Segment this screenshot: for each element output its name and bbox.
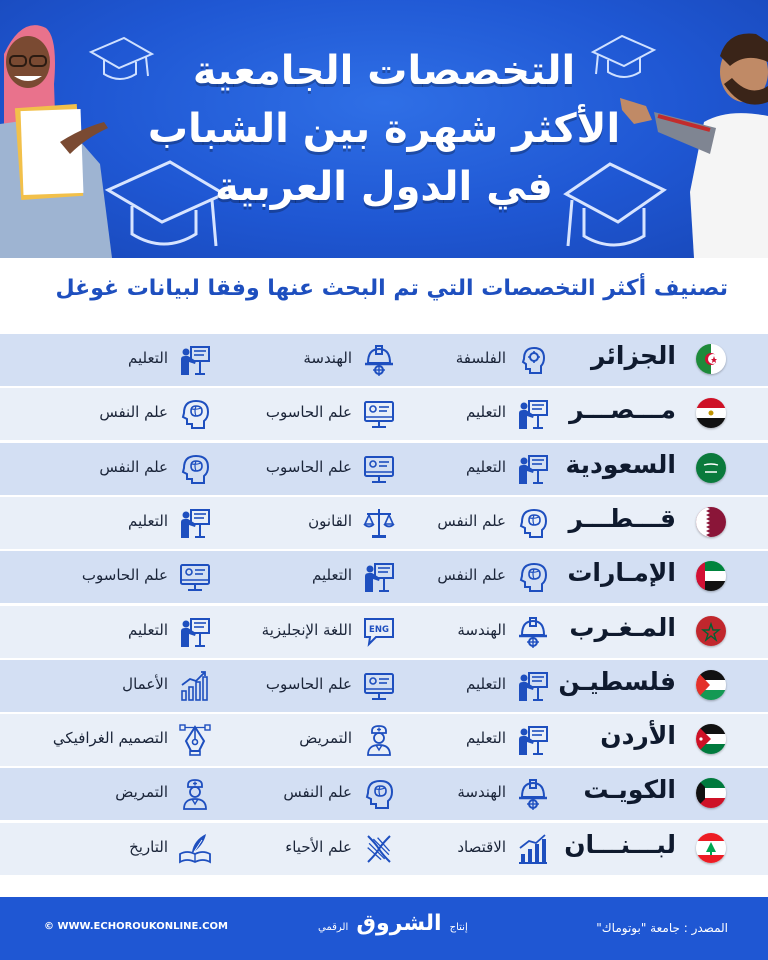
psychology-icon (516, 560, 550, 594)
major-label: الهندسة (457, 620, 506, 639)
computer-icon (362, 669, 396, 703)
major-label: علم النفس (99, 403, 168, 422)
svg-text:ENG: ENG (369, 624, 389, 635)
brand-logo (318, 911, 468, 936)
engineering-icon (516, 777, 550, 811)
country-name: السعودية (565, 449, 676, 479)
major-cell (370, 551, 550, 603)
table-row (0, 334, 768, 386)
algeria-flag (696, 344, 726, 374)
country-name: قـــطـــر (568, 503, 676, 533)
engineering-icon (362, 343, 396, 377)
website-link[interactable]: © WWW.ECHOROUKONLINE.COM (44, 921, 228, 932)
header-banner (0, 0, 768, 258)
table-row (0, 551, 768, 603)
major-label: اللغة الإنجليزية (261, 620, 352, 639)
main-title (110, 42, 658, 216)
major-cell (196, 551, 396, 603)
major-label: علم الأحياء (285, 837, 352, 856)
psychology-icon (362, 777, 396, 811)
major-label: التاريخ (129, 837, 168, 856)
economics-icon (516, 832, 550, 866)
major-cell (0, 606, 212, 658)
major-cell (370, 823, 550, 875)
country-name: الأردن (600, 721, 676, 751)
major-cell (0, 823, 212, 875)
major-cell (370, 334, 550, 386)
teaching-icon (516, 669, 550, 703)
major-cell (0, 334, 212, 386)
major-cell (0, 714, 212, 766)
teaching-icon (362, 560, 396, 594)
brand-production: إنتاج (449, 922, 468, 933)
teaching-icon (178, 506, 212, 540)
computer-icon (362, 452, 396, 486)
major-label: التعليم (312, 566, 352, 585)
english-icon (362, 615, 396, 649)
table-row (0, 768, 768, 820)
table-row (0, 497, 768, 549)
jordan-flag (696, 724, 726, 754)
country-name: المـغـرب (569, 612, 676, 642)
major-label: التعليم (128, 620, 168, 639)
teaching-icon (178, 615, 212, 649)
uae-flag (696, 561, 726, 591)
history-icon (178, 832, 212, 866)
major-cell (196, 497, 396, 549)
major-cell (0, 497, 212, 549)
country-name: لبـــنـــان (564, 829, 676, 859)
business-icon (178, 669, 212, 703)
table-row (0, 443, 768, 495)
qatar-flag (696, 507, 726, 537)
major-cell (370, 497, 550, 549)
major-cell (370, 714, 550, 766)
major-label: التمريض (115, 783, 168, 802)
country-name: الجزائر (590, 341, 676, 370)
major-label: علم النفس (283, 783, 352, 802)
major-cell (196, 606, 396, 658)
major-cell (0, 768, 212, 820)
morocco-flag (696, 616, 726, 646)
table-row (0, 606, 768, 658)
computer-icon (178, 560, 212, 594)
major-cell (196, 443, 396, 495)
engineering-icon (516, 615, 550, 649)
major-label: الأعمال (122, 674, 168, 693)
psychology-icon (178, 397, 212, 431)
nursing-icon (178, 777, 212, 811)
major-label: علم الحاسوب (81, 566, 168, 585)
table-row (0, 660, 768, 712)
major-cell (196, 660, 396, 712)
major-cell (370, 606, 550, 658)
major-label: التعليم (128, 511, 168, 530)
subtitle: تصنيف أكثر التخصصات التي تم البحث عنها وفقا لبيانات غوغل (55, 276, 728, 301)
title-line-1: التخصصات الجامعية (192, 48, 576, 94)
major-cell (196, 334, 396, 386)
major-label: التعليم (466, 729, 506, 748)
lebanon-flag (696, 833, 726, 863)
footer (0, 897, 768, 960)
egypt-flag (696, 398, 726, 428)
brand-name: الشروق (356, 911, 442, 936)
nursing-icon (362, 723, 396, 757)
country-name: مـــصـــر (569, 395, 676, 425)
teaching-icon (178, 343, 212, 377)
country-name: فلسطيـن (558, 666, 676, 696)
major-cell (0, 551, 212, 603)
major-cell (196, 768, 396, 820)
major-cell (196, 388, 396, 440)
major-cell (0, 388, 212, 440)
major-cell (0, 660, 212, 712)
graphic-design-icon (178, 723, 212, 757)
major-label: القانون (308, 511, 352, 530)
major-label: علم الحاسوب (265, 457, 352, 476)
major-label: الهندسة (457, 783, 506, 802)
major-cell (370, 443, 550, 495)
major-cell (196, 823, 396, 875)
teaching-icon (516, 452, 550, 486)
major-label: التصميم الغرافيكي (52, 729, 168, 748)
major-label: الهندسة (303, 349, 352, 367)
major-label: التعليم (466, 403, 506, 422)
table-row (0, 714, 768, 766)
teaching-icon (516, 723, 550, 757)
major-label: الاقتصاد (457, 837, 506, 856)
title-line-2: الأكثر شهرة بين الشباب (147, 106, 621, 152)
title-line-3: في الدول العربية (215, 164, 553, 210)
major-label: التمريض (299, 729, 352, 748)
table-row (0, 823, 768, 875)
major-cell (196, 714, 396, 766)
major-label: الفلسفة (455, 349, 506, 367)
teaching-icon (516, 397, 550, 431)
kuwait-flag (696, 778, 726, 808)
country-name: الإمـارات (567, 558, 676, 588)
major-label: التعليم (466, 674, 506, 693)
psychology-icon (178, 452, 212, 486)
major-label: التعليم (128, 349, 168, 367)
major-cell (370, 768, 550, 820)
source-note: المصدر : جامعة "بوتوماك" (596, 921, 728, 935)
female-student-image (0, 14, 118, 258)
saudi-flag (696, 453, 726, 483)
philosophy-icon (516, 343, 550, 377)
major-label: علم النفس (437, 511, 506, 530)
major-cell (370, 660, 550, 712)
palestine-flag (696, 670, 726, 700)
major-cell (0, 443, 212, 495)
major-label: التعليم (466, 457, 506, 476)
major-cell (370, 388, 550, 440)
major-label: علم النفس (99, 457, 168, 476)
law-icon (362, 506, 396, 540)
biology-icon (362, 832, 396, 866)
computer-icon (362, 397, 396, 431)
major-label: علم الحاسوب (265, 403, 352, 422)
country-name: الكويـت (583, 775, 676, 805)
major-label: علم الحاسوب (265, 674, 352, 693)
major-label: علم النفس (437, 566, 506, 585)
psychology-icon (516, 506, 550, 540)
table-row (0, 388, 768, 440)
brand-digital: الرقمي (318, 922, 349, 933)
